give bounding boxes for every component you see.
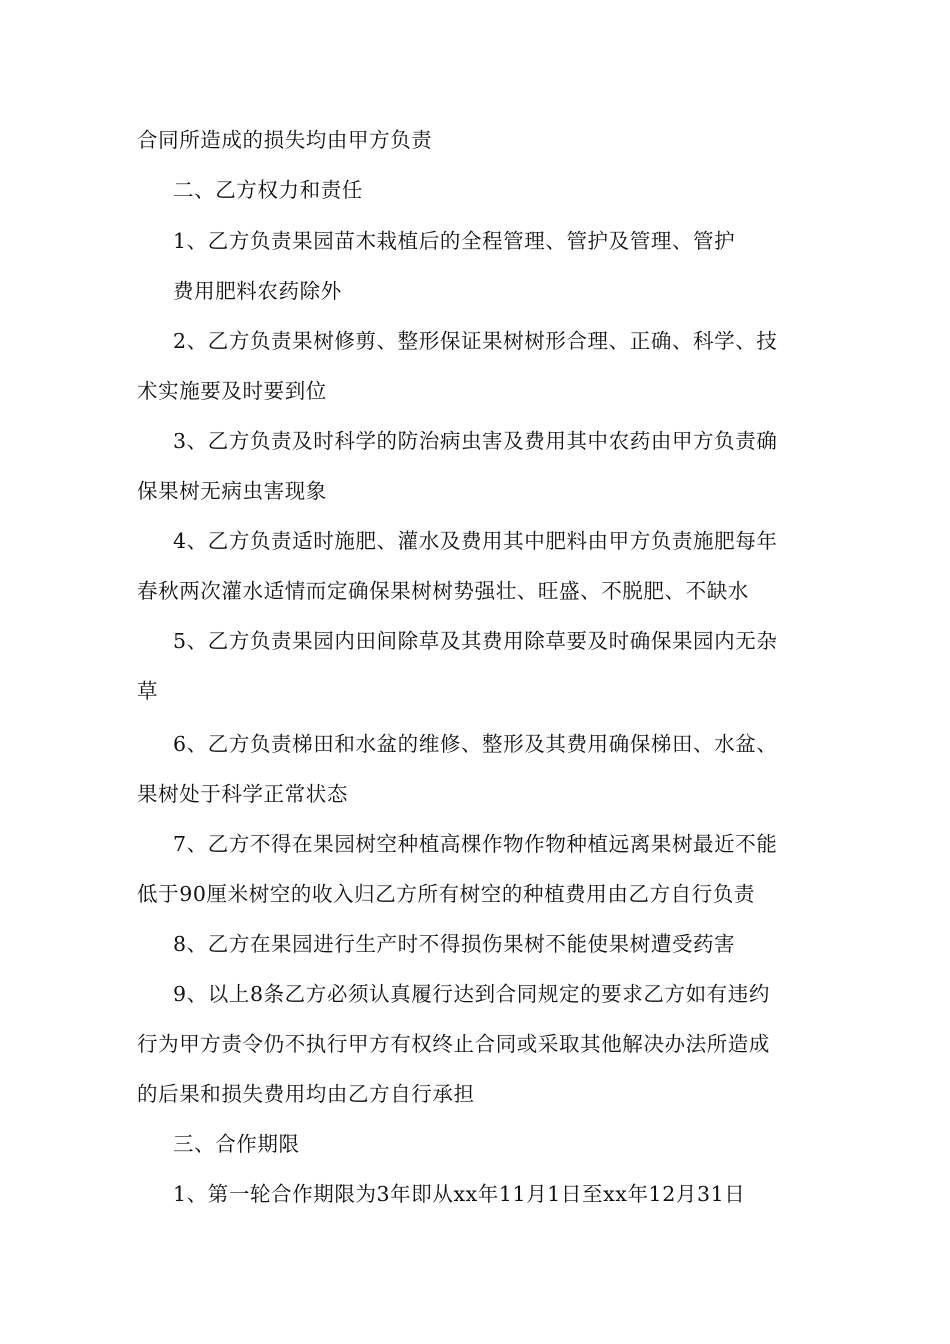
text-line: 9、以上8条乙方必须认真履行达到合同规定的要求乙方如有违约 bbox=[173, 982, 770, 1006]
text-line: 2、乙方负责果树修剪、整形保证果树树形合理、正确、科学、技 bbox=[173, 329, 778, 353]
text-line: 保果树无病虫害现象 bbox=[137, 479, 327, 503]
text-line: 草 bbox=[137, 679, 159, 703]
text-line: 6、乙方负责梯田和水盆的维修、整形及其费用确保梯田、水盆、 bbox=[173, 732, 778, 756]
text-line: 果树处于科学正常状态 bbox=[137, 782, 348, 806]
text-line: 合同所造成的损失均由甲方负责 bbox=[137, 128, 433, 152]
text-line: 的后果和损失费用均由乙方自行承担 bbox=[137, 1082, 475, 1106]
text-line: 费用肥料农药除外 bbox=[173, 279, 342, 303]
text-line: 1、乙方负责果园苗木栽植后的全程管理、管护及管理、管护 bbox=[173, 229, 736, 253]
section-heading: 二、乙方权力和责任 bbox=[173, 178, 363, 202]
text-line: 低于90厘米树空的收入归乙方所有树空的种植费用由乙方自行负责 bbox=[137, 882, 756, 906]
text-line: 4、乙方负责适时施肥、灌水及费用其中肥料由甲方负责施肥每年 bbox=[173, 529, 778, 553]
text-line: 术实施要及时要到位 bbox=[137, 379, 327, 403]
text-line: 1、第一轮合作期限为3年即从xx年11月1日至xx年12月31日 bbox=[173, 1182, 746, 1206]
text-line: 3、乙方负责及时科学的防治病虫害及费用其中农药由甲方负责确 bbox=[173, 429, 778, 453]
text-line: 行为甲方责令仍不执行甲方有权终止合同或采取其他解决办法所造成 bbox=[137, 1032, 770, 1056]
text-line: 8、乙方在果园进行生产时不得损伤果树不能使果树遭受药害 bbox=[173, 932, 736, 956]
text-line: 5、乙方负责果园内田间除草及其费用除草要及时确保果园内无杂 bbox=[173, 629, 778, 653]
text-line: 7、乙方不得在果园树空种植高棵作物作物种植远离果树最近不能 bbox=[173, 832, 778, 856]
section-heading: 三、合作期限 bbox=[173, 1132, 300, 1156]
text-line: 春秋两次灌水适情而定确保果树树势强壮、旺盛、不脱肥、不缺水 bbox=[137, 579, 749, 603]
